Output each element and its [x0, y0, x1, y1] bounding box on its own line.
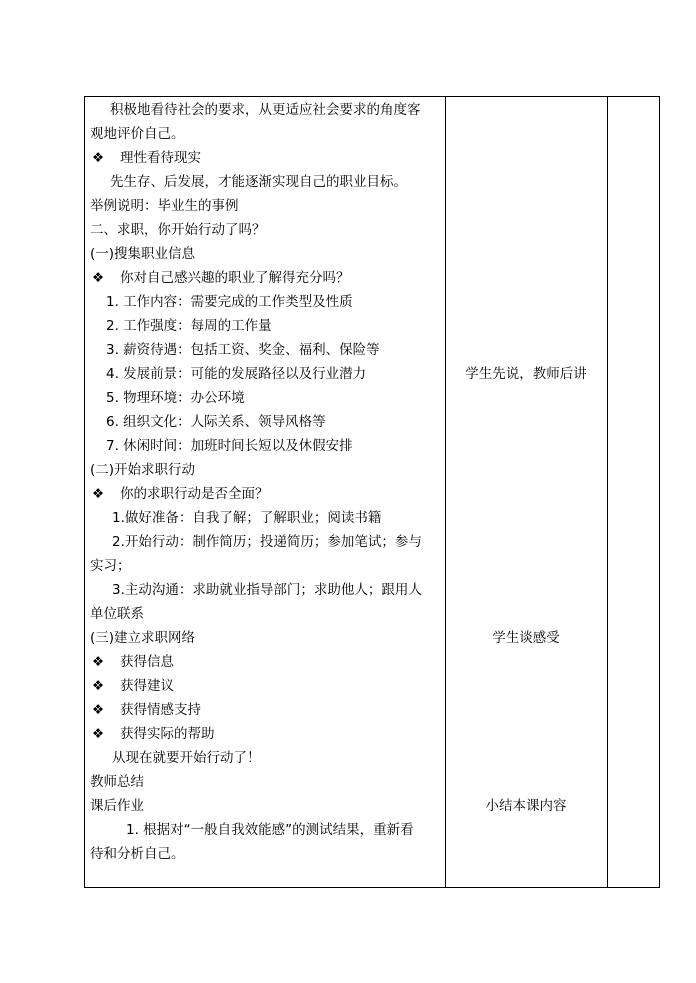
column-divider	[607, 97, 608, 887]
bullet-text: 获得信息	[120, 654, 174, 670]
numbered-item: 7. 休闲时间：加班时间长短以及休假安排	[106, 438, 353, 454]
diamond-bullet-icon: ❖	[92, 726, 105, 742]
bullet-item	[92, 677, 174, 695]
numbered-item: 1. 工作内容：需要完成的工作类型及性质	[106, 294, 353, 310]
diamond-bullet-icon: ❖	[92, 654, 105, 670]
content-line: 单位联系	[90, 606, 144, 622]
numbered-item: 3. 薪资待遇：包括工资、奖金、福利、保险等	[106, 342, 380, 358]
content-line: 从现在就要开始行动了！	[112, 750, 261, 766]
content-line: 举例说明：毕业生的事例	[90, 198, 239, 214]
numbered-item: 6. 组织文化：人际关系、领导风格等	[106, 414, 326, 430]
bullet-text: 你的求职行动是否全面？	[120, 486, 269, 502]
bullet-item	[92, 653, 174, 671]
bullet-item	[92, 149, 201, 167]
numbered-item: 3.主动沟通：求助就业指导部门；求助他人；跟用人	[112, 582, 422, 598]
bullet-item	[92, 725, 215, 743]
activity-note: 学生先说，教师后讲	[465, 366, 587, 382]
diamond-bullet-icon: ❖	[92, 678, 105, 694]
content-line: 教师总结	[90, 774, 144, 790]
subsection-heading: (三)建立求职网络	[90, 630, 196, 646]
column-divider	[445, 97, 446, 887]
section-heading: 二、求职，你开始行动了吗？	[90, 222, 266, 238]
bullet-text: 获得情感支持	[120, 702, 201, 718]
bullet-item	[92, 485, 269, 503]
content-line: 待和分析自己。	[90, 846, 185, 862]
content-line: 积极地看待社会的要求，从更适应社会要求的角度客	[110, 102, 421, 118]
content-line: 观地评价自己。	[90, 126, 185, 142]
diamond-bullet-icon: ❖	[92, 702, 105, 718]
content-line: 实习；	[90, 558, 131, 574]
subsection-heading: (一)搜集职业信息	[90, 246, 196, 262]
diamond-bullet-icon: ❖	[92, 486, 105, 502]
bullet-text: 理性看待现实	[120, 150, 201, 166]
diamond-bullet-icon: ❖	[92, 270, 105, 286]
numbered-item: 2. 工作强度：每周的工作量	[106, 318, 272, 334]
subsection-heading: (二)开始求职行动	[90, 462, 196, 478]
content-line: 先生存、后发展，才能逐渐实现自己的职业目标。	[110, 174, 407, 190]
activity-note: 小结本课内容	[485, 798, 567, 814]
bullet-item	[92, 701, 201, 719]
bullet-item	[92, 269, 350, 287]
numbered-item: 1.做好准备：自我了解；了解职业；阅读书籍	[112, 510, 382, 526]
bullet-text: 获得建议	[120, 678, 174, 694]
diamond-bullet-icon: ❖	[92, 150, 105, 166]
bullet-text: 获得实际的帮助	[120, 726, 215, 742]
numbered-item: 5. 物理环境：办公环境	[106, 390, 245, 406]
numbered-item: 1. 根据对“一般自我效能感”的测试结果，重新看	[126, 822, 414, 838]
numbered-item: 4. 发展前景：可能的发展路径以及行业潜力	[106, 366, 367, 382]
activity-note: 学生谈感受	[492, 630, 560, 646]
numbered-item: 2.开始行动：制作简历；投递简历；参加笔试；参与	[112, 534, 422, 550]
content-line: 课后作业	[90, 798, 144, 814]
bullet-text: 你对自己感兴趣的职业了解得充分吗？	[120, 270, 350, 286]
